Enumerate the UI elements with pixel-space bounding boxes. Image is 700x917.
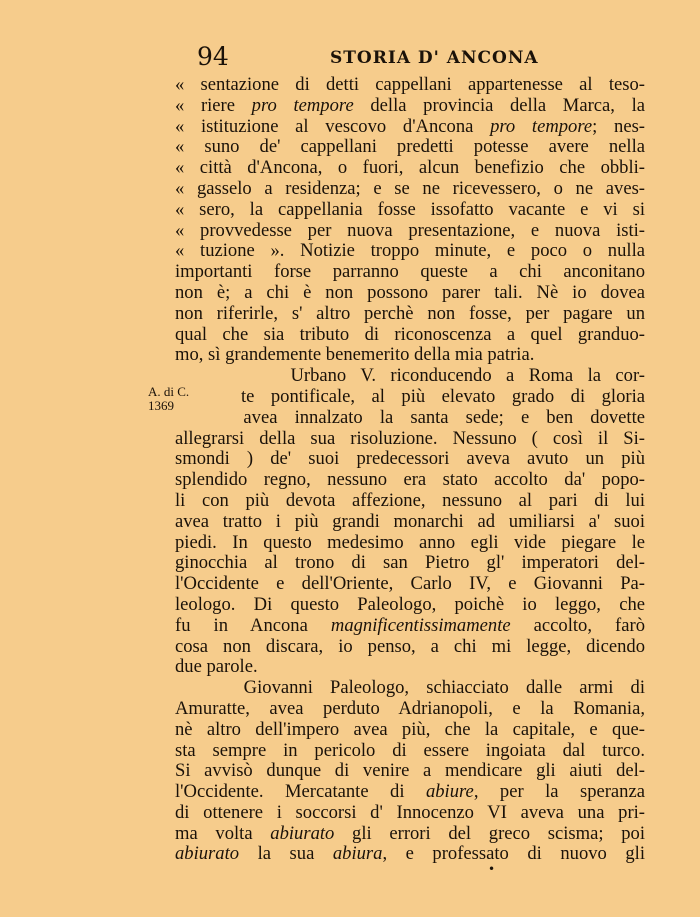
text-run: smondi ) de' suoi predecessori aveva avuto un più	[175, 448, 645, 470]
text-line	[175, 657, 645, 678]
italic-text: abiure	[425, 781, 474, 803]
page-number: 94	[197, 42, 229, 71]
text-run: , per la speranza	[473, 781, 645, 803]
text-line	[175, 574, 645, 595]
text-run: sta sempre in pericolo di essere ingoiata dal turco.	[175, 739, 645, 761]
text-line	[175, 512, 645, 533]
text-run: leologo. Di questo Paleologo, poichè io leggo, che	[175, 593, 645, 615]
text-line	[175, 241, 645, 262]
text-run: ma volta	[175, 822, 271, 844]
text-run: fu in Ancona	[175, 614, 331, 636]
text-run: Amuratte, avea perduto Adrianopoli, e la Romania,	[175, 697, 645, 719]
text-line	[175, 761, 645, 782]
text-line	[175, 533, 645, 554]
text-run: l'Occidente e dell'Oriente, Carlo IV, e Giovanni Pa-	[175, 573, 645, 595]
text-run: allegrarsi della sua risoluzione. Nessuno ( così il Si-	[175, 427, 645, 449]
margin-date-label: A. di C.	[148, 384, 190, 399]
margin-date-year: 1369	[148, 398, 174, 413]
text-line	[175, 595, 645, 616]
text-line	[175, 470, 645, 491]
text-line	[175, 449, 645, 470]
text-run: Si avvisò dunque di venire a mendicare gli aiuti del-	[175, 760, 645, 782]
text-run: di ottenere i soccorsi d' Innocenzo VI aveva una pri-	[175, 801, 645, 823]
text-run: della provincia della Marca, la	[353, 94, 646, 116]
text-line	[175, 637, 645, 658]
text-line	[175, 96, 645, 117]
text-line	[175, 345, 645, 366]
text-run: « gasselo a residenza; e se ne ricevessero, o ne aves-	[175, 177, 645, 199]
italic-text: pro tempore	[251, 94, 354, 116]
text-run: splendido regno, nessuno era stato accolto da' popo-	[175, 469, 645, 491]
body-text	[175, 75, 645, 865]
italic-text: pro tempore	[490, 115, 593, 137]
text-line	[175, 699, 645, 720]
text-run: Giovanni Paleologo, schiacciato dalle armi di	[175, 677, 645, 699]
text-run: piedi. In questo medesimo anno egli vide piegare le	[175, 531, 645, 553]
text-run: mo, sì grandemente benemerito della mia patria.	[175, 344, 535, 366]
text-run: avea tratto i più grandi monarchi ad umiliarsi a' suoi	[175, 510, 645, 532]
text-line	[175, 117, 645, 138]
text-run: gli errori del greco scisma; poi	[334, 822, 645, 844]
text-run: importanti forse parranno queste a chi anconitano	[175, 261, 645, 283]
text-run: « tuzione ». Notizie troppo minute, e poco o nulla	[175, 240, 645, 262]
text-line	[175, 616, 645, 637]
text-line	[175, 429, 645, 450]
text-line	[175, 179, 645, 200]
text-run: non è; a chi è non possono parer tali. Nè io dovea	[175, 281, 645, 303]
italic-text: abiurato	[175, 843, 240, 865]
text-run: « provvedesse per nuova presentazione, e nuova isti-	[175, 219, 645, 241]
text-line	[175, 366, 645, 387]
text-line	[175, 491, 645, 512]
text-run: « suno de' cappellani predetti potesse avere nella	[175, 136, 645, 158]
italic-text: abiurato	[270, 822, 335, 844]
text-line	[175, 304, 645, 325]
text-run: « sentazione di detti cappellani appartenesse al teso-	[175, 74, 645, 95]
text-run: accolto, farò	[510, 614, 645, 636]
print-speck: •	[488, 862, 496, 876]
text-line	[175, 283, 645, 304]
text-run: non riferirle, s' altro perchè non fosse, per pagare un	[175, 302, 645, 324]
text-line	[175, 408, 645, 429]
text-run: due parole.	[175, 656, 258, 678]
text-run: avea innalzato la santa sede; e ben dovette	[175, 406, 645, 428]
text-run: , e professato di nuovo gli	[382, 843, 645, 865]
text-run: te pontificale, al più elevato grado di gloria	[175, 385, 645, 407]
text-run: « sero, la cappellania fosse issofatto vacante e vi si	[175, 198, 645, 220]
text-line	[175, 75, 645, 96]
text-run: li con più devota affezione, nessuno al pari di lui	[175, 489, 645, 511]
text-run: ginocchia al trono di san Pietro gl' imperatori del-	[175, 552, 645, 574]
text-line	[175, 803, 645, 824]
text-line	[175, 158, 645, 179]
text-line	[175, 553, 645, 574]
text-run: « istituzione al vescovo d'Ancona	[175, 115, 491, 137]
text-line	[175, 782, 645, 803]
text-line	[175, 387, 645, 408]
text-line	[175, 741, 645, 762]
text-run: Urbano V. riconducendo a Roma la cor-	[175, 365, 645, 387]
text-run: l'Occidente. Mercatante di	[175, 781, 426, 803]
italic-text: magnificentissimamente	[330, 614, 511, 636]
text-run: « riere	[175, 94, 252, 116]
italic-text: abiura	[332, 843, 383, 865]
text-line	[175, 221, 645, 242]
text-run: la sua	[239, 843, 333, 865]
text-run: cosa non discara, io penso, a chi mi legge, dicendo	[175, 635, 645, 657]
text-line	[175, 325, 645, 346]
text-line	[175, 678, 645, 699]
text-run: « città d'Ancona, o fuori, alcun benefizio che obbli-	[175, 157, 645, 179]
text-line	[175, 262, 645, 283]
text-run: qual che sia tributo di riconoscenza a quel granduo-	[175, 323, 645, 345]
text-line	[175, 824, 645, 845]
text-line	[175, 844, 645, 865]
running-title: STORIA D' ANCONA	[330, 48, 539, 68]
text-line	[175, 200, 645, 221]
page-header	[175, 40, 645, 74]
text-run: nè altro dell'impero avea più, che la capitale, e que-	[175, 718, 645, 740]
text-line	[175, 137, 645, 158]
text-line	[175, 720, 645, 741]
text-run: ; nes-	[592, 115, 645, 137]
